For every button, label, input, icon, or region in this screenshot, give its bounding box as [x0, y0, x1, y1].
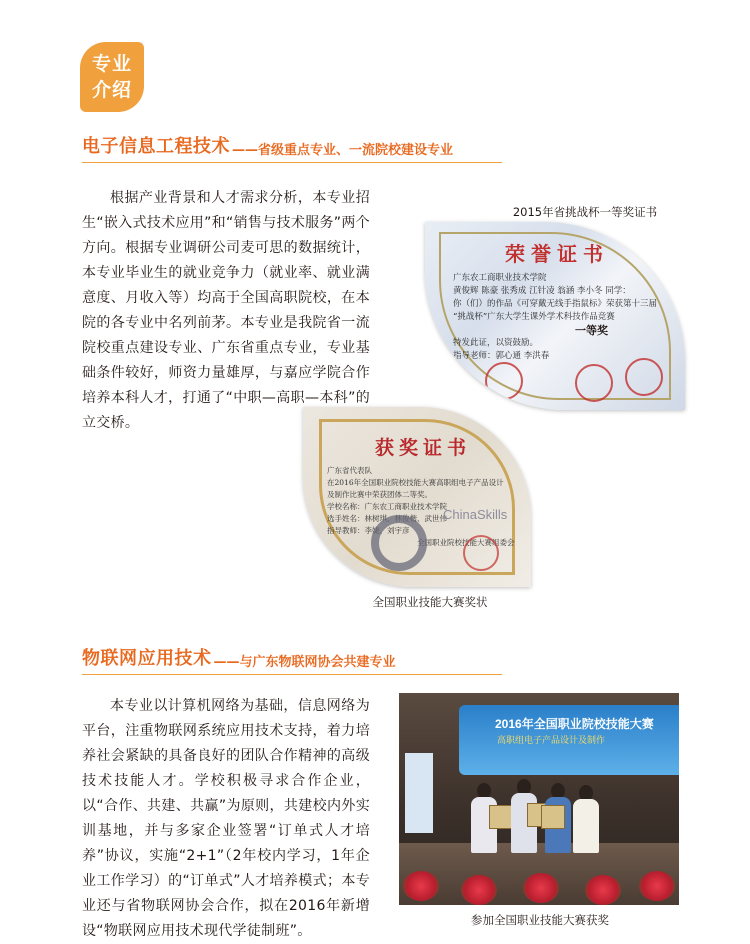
award-certificate-image	[303, 407, 531, 587]
award-ceremony-photo	[399, 693, 679, 905]
section-badge	[80, 42, 144, 112]
flower-pot	[585, 875, 621, 905]
cert1-line	[453, 324, 673, 337]
person-figure	[573, 799, 599, 853]
screen-subtitle: 高职组电子产品设计及制作	[497, 735, 606, 745]
photo-caption: 参加全国职业技能大赛获奖	[471, 913, 609, 927]
cert2-issuer: 全国职业院校技能大赛组委会	[417, 538, 515, 547]
section1-paragraph: 根据产业背景和人才需求分析，本专业招生“嵌入式技术应用”和“销售与技术服务”两个方向。根据专业调研公司麦可思的数据统计，本专业毕业生的就业竞争力（就业率、就业满意度、月收入等）均高于全国高职院校，在本院的各专业中名列前茅。本专业是我院省一流院校重点建设专业、广东省重点专业，专业基础条件较好，师资力量雄厚，与嘉应学院合作培养本科人才，打通了“中职—高职—本科”的立交桥。	[82, 190, 370, 431]
cert1-body	[453, 272, 673, 363]
section2-paragraph: 本专业以计算机网络为基础，信息网络为平台，注重物联网系统应用技术支持，着力培养社会紧缺的具备良好的团队合作精神的高级技术技能人才。学校积极寻求合作企业，以“合作、共建、共赢”为原则，共建校内外实训基地，并与多家企业签署“订单式人才培养”协议，实施“2+1”（2年校内学习，1年企业工作学习）的“订单式”人才培养模式；本专业还与省物联网协会合作，拟在2016年新增设“物联网应用技术现代学徒制班”。	[82, 698, 370, 939]
award-plaque	[541, 805, 565, 829]
screen-title: 2016年全国职业院校技能大赛	[495, 717, 654, 731]
gear-logo-icon	[371, 515, 427, 571]
cert1-caption: 2015年省挑战杯一等奖证书	[512, 205, 658, 219]
cert1-line: 指导老师：郭心通 李洪春	[453, 351, 550, 361]
cert2-caption: 全国职业技能大赛奖状	[372, 595, 488, 609]
cert2-line: 及制作比赛中荣获团体二等奖。	[327, 490, 432, 499]
cert2-title: 获奖证书	[375, 437, 472, 459]
badge-line-2: 介绍	[91, 79, 132, 101]
section1-heading-sub: ——省级重点专业、一流院校建设专业	[232, 143, 454, 158]
section2-heading	[82, 640, 502, 675]
cert2-line: 学校名称：广东农工商职业技术学院	[327, 502, 447, 511]
honor-certificate-image	[425, 222, 685, 410]
seal-icon	[575, 364, 613, 402]
flower-pot	[639, 871, 675, 901]
chinaskills-watermark: ChinaSkills	[443, 507, 508, 522]
cert1-line: 广东农工商职业技术学院	[453, 273, 547, 283]
section2-heading-sub: ——与广东物联网协会共建专业	[213, 655, 396, 670]
seal-icon	[485, 362, 523, 400]
cert1-line: 黄俊辉 陈豪 张秀成 江针凌 翁涵 李小冬 同学：	[453, 286, 631, 296]
cert1-title: 荣誉证书	[505, 242, 609, 266]
flower-pot	[461, 875, 497, 905]
cert1-line: 特发此证，以资鼓励。	[453, 338, 539, 348]
award-plaque	[489, 805, 513, 829]
flower-pot	[403, 871, 439, 901]
badge-line-1: 专业	[91, 53, 132, 75]
section1-heading-main: 电子信息工程技术	[82, 136, 230, 157]
side-banner	[405, 753, 433, 833]
section1-heading	[82, 128, 502, 163]
cert2-line: 广东省代表队	[327, 466, 372, 475]
cert1-prize: 一等奖	[575, 324, 608, 337]
cert2-line: 在2016年全国职业院校技能大赛高职组电子产品设计	[327, 478, 504, 487]
cert1-line: 你（们）的作品《可穿戴无线手指鼠标》荣获第十三届	[453, 299, 658, 309]
seal-icon	[625, 358, 663, 396]
cert1-line: “挑战杯”广东大学生课外学术科技作品竞赛	[453, 312, 615, 322]
cert2-line: 指导教师：李婕、刘宇彦	[327, 526, 410, 535]
cert2-line: 选手姓名：林树琪、林俊楷、武世伟	[327, 514, 447, 523]
seal-icon	[463, 535, 499, 571]
flower-pot	[523, 873, 559, 903]
section2-heading-main: 物联网应用技术	[82, 648, 212, 669]
